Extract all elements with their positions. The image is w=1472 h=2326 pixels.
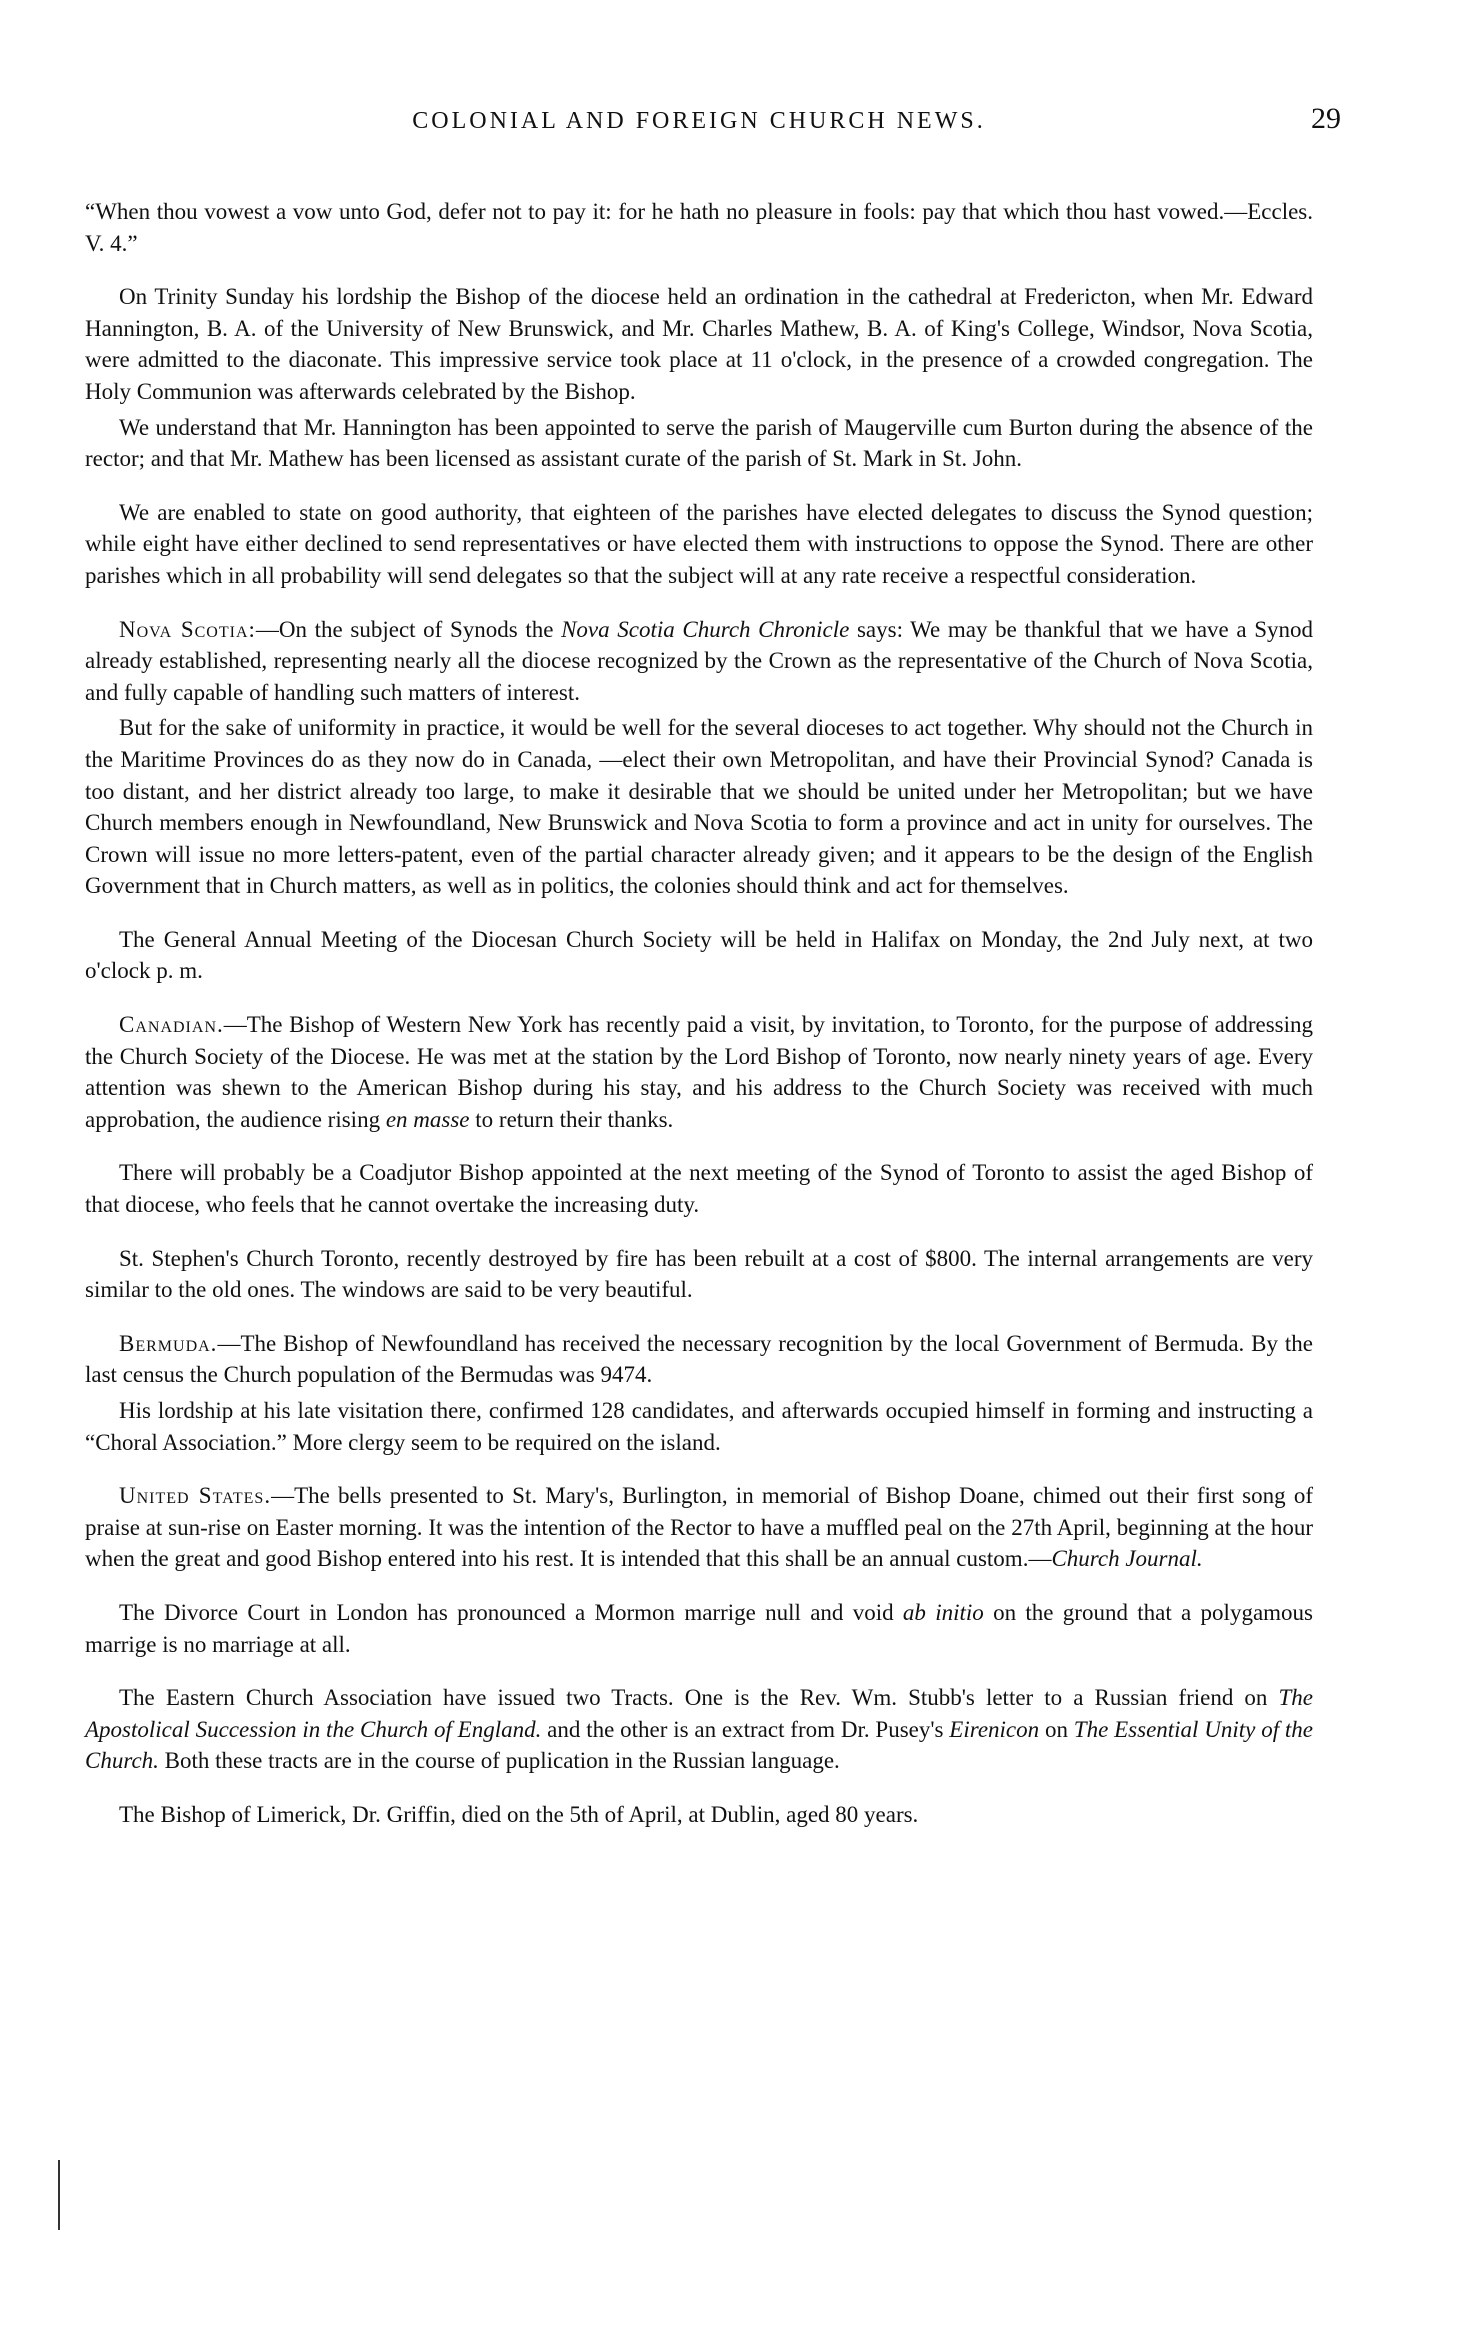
page-number: 29 — [1311, 102, 1341, 135]
nova-scotia-label: Nova Scotia: — [119, 616, 256, 642]
eastern-church-mid-1: and the other is an extract from Dr. Pusey's — [541, 1716, 950, 1742]
uniformity-paragraph: But for the sake of uniformity in practice, it would be well for the several dioceses to act together. Why should not the Church in the Maritime Provinces do as they now do in Canada, —elect their own Metropolitan, and have their Provincial Synod? Canada is too distant, and her district already too large, to make it desirable that we should be united under her Metropolitan; but we have Church members enough in Newfoundland, New Brunswick and Nova Scotia to form a province and act in unity for ourselves. The Crown will issue no more letters-patent, even of the partial character already given; and it appears to be the design of the English Government that in Church matters, as well as in politics, the colonies should think and act for themselves. — [85, 715, 1313, 899]
margin-rule — [58, 2160, 60, 2230]
eastern-church-mid-2: on — [1039, 1716, 1074, 1742]
eastern-church-title-3: The Essential Unity of the Church. — [85, 1716, 1314, 1774]
united-states-paragraph — [85, 1480, 1313, 1575]
united-states-source: Church Journal. — [1051, 1546, 1203, 1572]
eastern-church-post: Both these tracts are in the course of puplication in the Russian language. — [158, 1748, 840, 1774]
annual-meeting-paragraph: The General Annual Meeting of the Diocesan Church Society will be held in Halifax on Monday, the 2nd July next, at two o'clock p. m. — [85, 926, 1313, 984]
eastern-church-paragraph — [85, 1682, 1313, 1777]
divorce-court-phrase: ab initio — [902, 1599, 984, 1625]
divorce-court-post: on the ground that a polygamous marrige is no marriage at all. — [85, 1599, 1313, 1657]
st-stephens-paragraph: St. Stephen's Church Toronto, recently destroyed by fire has been rebuilt at a cost of $800. The internal arrangements are very similar to the old ones. The windows are said to be very beautiful. — [85, 1245, 1313, 1303]
nova-scotia-paragraph — [85, 614, 1313, 709]
bermuda-label: Bermuda. — [119, 1330, 218, 1356]
canadian-paragraph — [85, 1009, 1313, 1135]
nova-scotia-pre: —On the subject of Synods the — [255, 616, 562, 642]
united-states-label: United States. — [119, 1483, 272, 1509]
eastern-church-title-2: Eirenicon — [949, 1716, 1040, 1742]
page-header — [85, 102, 1341, 152]
coadjutor-paragraph: There will probably be a Coadjutor Bishop appointed at the next meeting of the Synod of Toronto to assist the aged Bishop of that diocese, who feels that he cannot overtake the increasing duty. — [85, 1160, 1313, 1218]
limerick-paragraph: The Bishop of Limerick, Dr. Griffin, died on the 5th of April, at Dublin, aged 80 years. — [119, 1801, 919, 1827]
synod-delegates-paragraph: We are enabled to state on good authority, that eighteen of the parishes have elected delegates to discuss the Synod question; while eight have either declined to send representatives or have elected them with instructions to oppose the Synod. There are other parishes which in all probability will send delegates so that the subject will at any rate receive a respectful consideration. — [85, 499, 1313, 588]
bermuda-text: —The Bishop of Newfoundland has received the necessary recognition by the local Government of Bermuda. By the last census the Church population of the Bermudas was 9474. — [85, 1330, 1313, 1388]
united-states-pre: —The bells presented to St. Mary's, Burlington, in memorial of Bishop Doane, chimed out their first song of praise at sun-rise on Easter morning. It was the intention of the Rector to have a muffled peal on the 27th April, beginning at the hour when the great and good Bishop entered into his rest. It is intended that this shall be an annual custom.— — [85, 1483, 1313, 1572]
nova-scotia-post: says: We may be thankful that we have a Synod already established, representing nearly all the diocese recognized by the Crown as the representative of the Church of Nova Scotia, and fully capable of handling such matters of interest. — [85, 616, 1314, 705]
visitation-paragraph: His lordship at his late visitation there, confirmed 128 candidates, and afterwards occupied himself in forming and instructing a “Choral Association.” More clergy seem to be required on the island. — [85, 1398, 1313, 1455]
divorce-court-paragraph — [85, 1597, 1313, 1660]
canadian-post: to return their thanks. — [469, 1106, 674, 1132]
running-title: COLONIAL AND FOREIGN CHURCH NEWS. — [412, 108, 986, 134]
eastern-church-pre: The Eastern Church Association have issued two Tracts. One is the Rev. Wm. Stubb's letter to a Russian friend on — [119, 1685, 1279, 1711]
scripture-quote: “When thou vowest a vow unto God, defer not to pay it: for he hath no pleasure in fools: pay that which thou hast vowed.—Eccles. V. 4.” — [85, 199, 1313, 256]
canadian-label: Canadian. — [119, 1012, 224, 1038]
canadian-phrase: en masse — [385, 1106, 470, 1132]
nova-scotia-source: Nova Scotia Church Chronicle — [561, 616, 850, 642]
ordination-paragraph: On Trinity Sunday his lordship the Bishop of the diocese held an ordination in the cathedral at Fredericton, when Mr. Edward Hannington, B. A. of the University of New Brunswick, and Mr. Charles Mathew, B. A. of King's College, Windsor, Nova Scotia, were admitted to the diaconate. This impressive service took place at 11 o'clock, in the presence of a crowded congregation. The Holy Communion was afterwards celebrated by the Bishop. — [85, 284, 1313, 404]
bermuda-paragraph — [85, 1328, 1313, 1391]
page — [85, 102, 1341, 1831]
appointment-paragraph: We understand that Mr. Hannington has been appointed to serve the parish of Maugerville cum Burton during the absence of the rector; and that Mr. Mathew has been licensed as assistant curate of the parish of St. Mark in St. John. — [85, 414, 1313, 472]
divorce-court-pre: The Divorce Court in London has pronounced a Mormon marrige null and void — [119, 1599, 903, 1625]
canadian-pre: —The Bishop of Western New York has recently paid a visit, by invitation, to Toronto, for the purpose of addressing the Church Society of the Diocese. He was met at the station by the Lord Bishop of Toronto, now nearly ninety years of age. Every attention was shewn to the American Bishop during his stay, and his address to the Church Society was received with much approbation, the audience rising — [85, 1012, 1313, 1132]
eastern-church-title-1: The Apostolical Succession in the Church of England. — [85, 1685, 1313, 1742]
